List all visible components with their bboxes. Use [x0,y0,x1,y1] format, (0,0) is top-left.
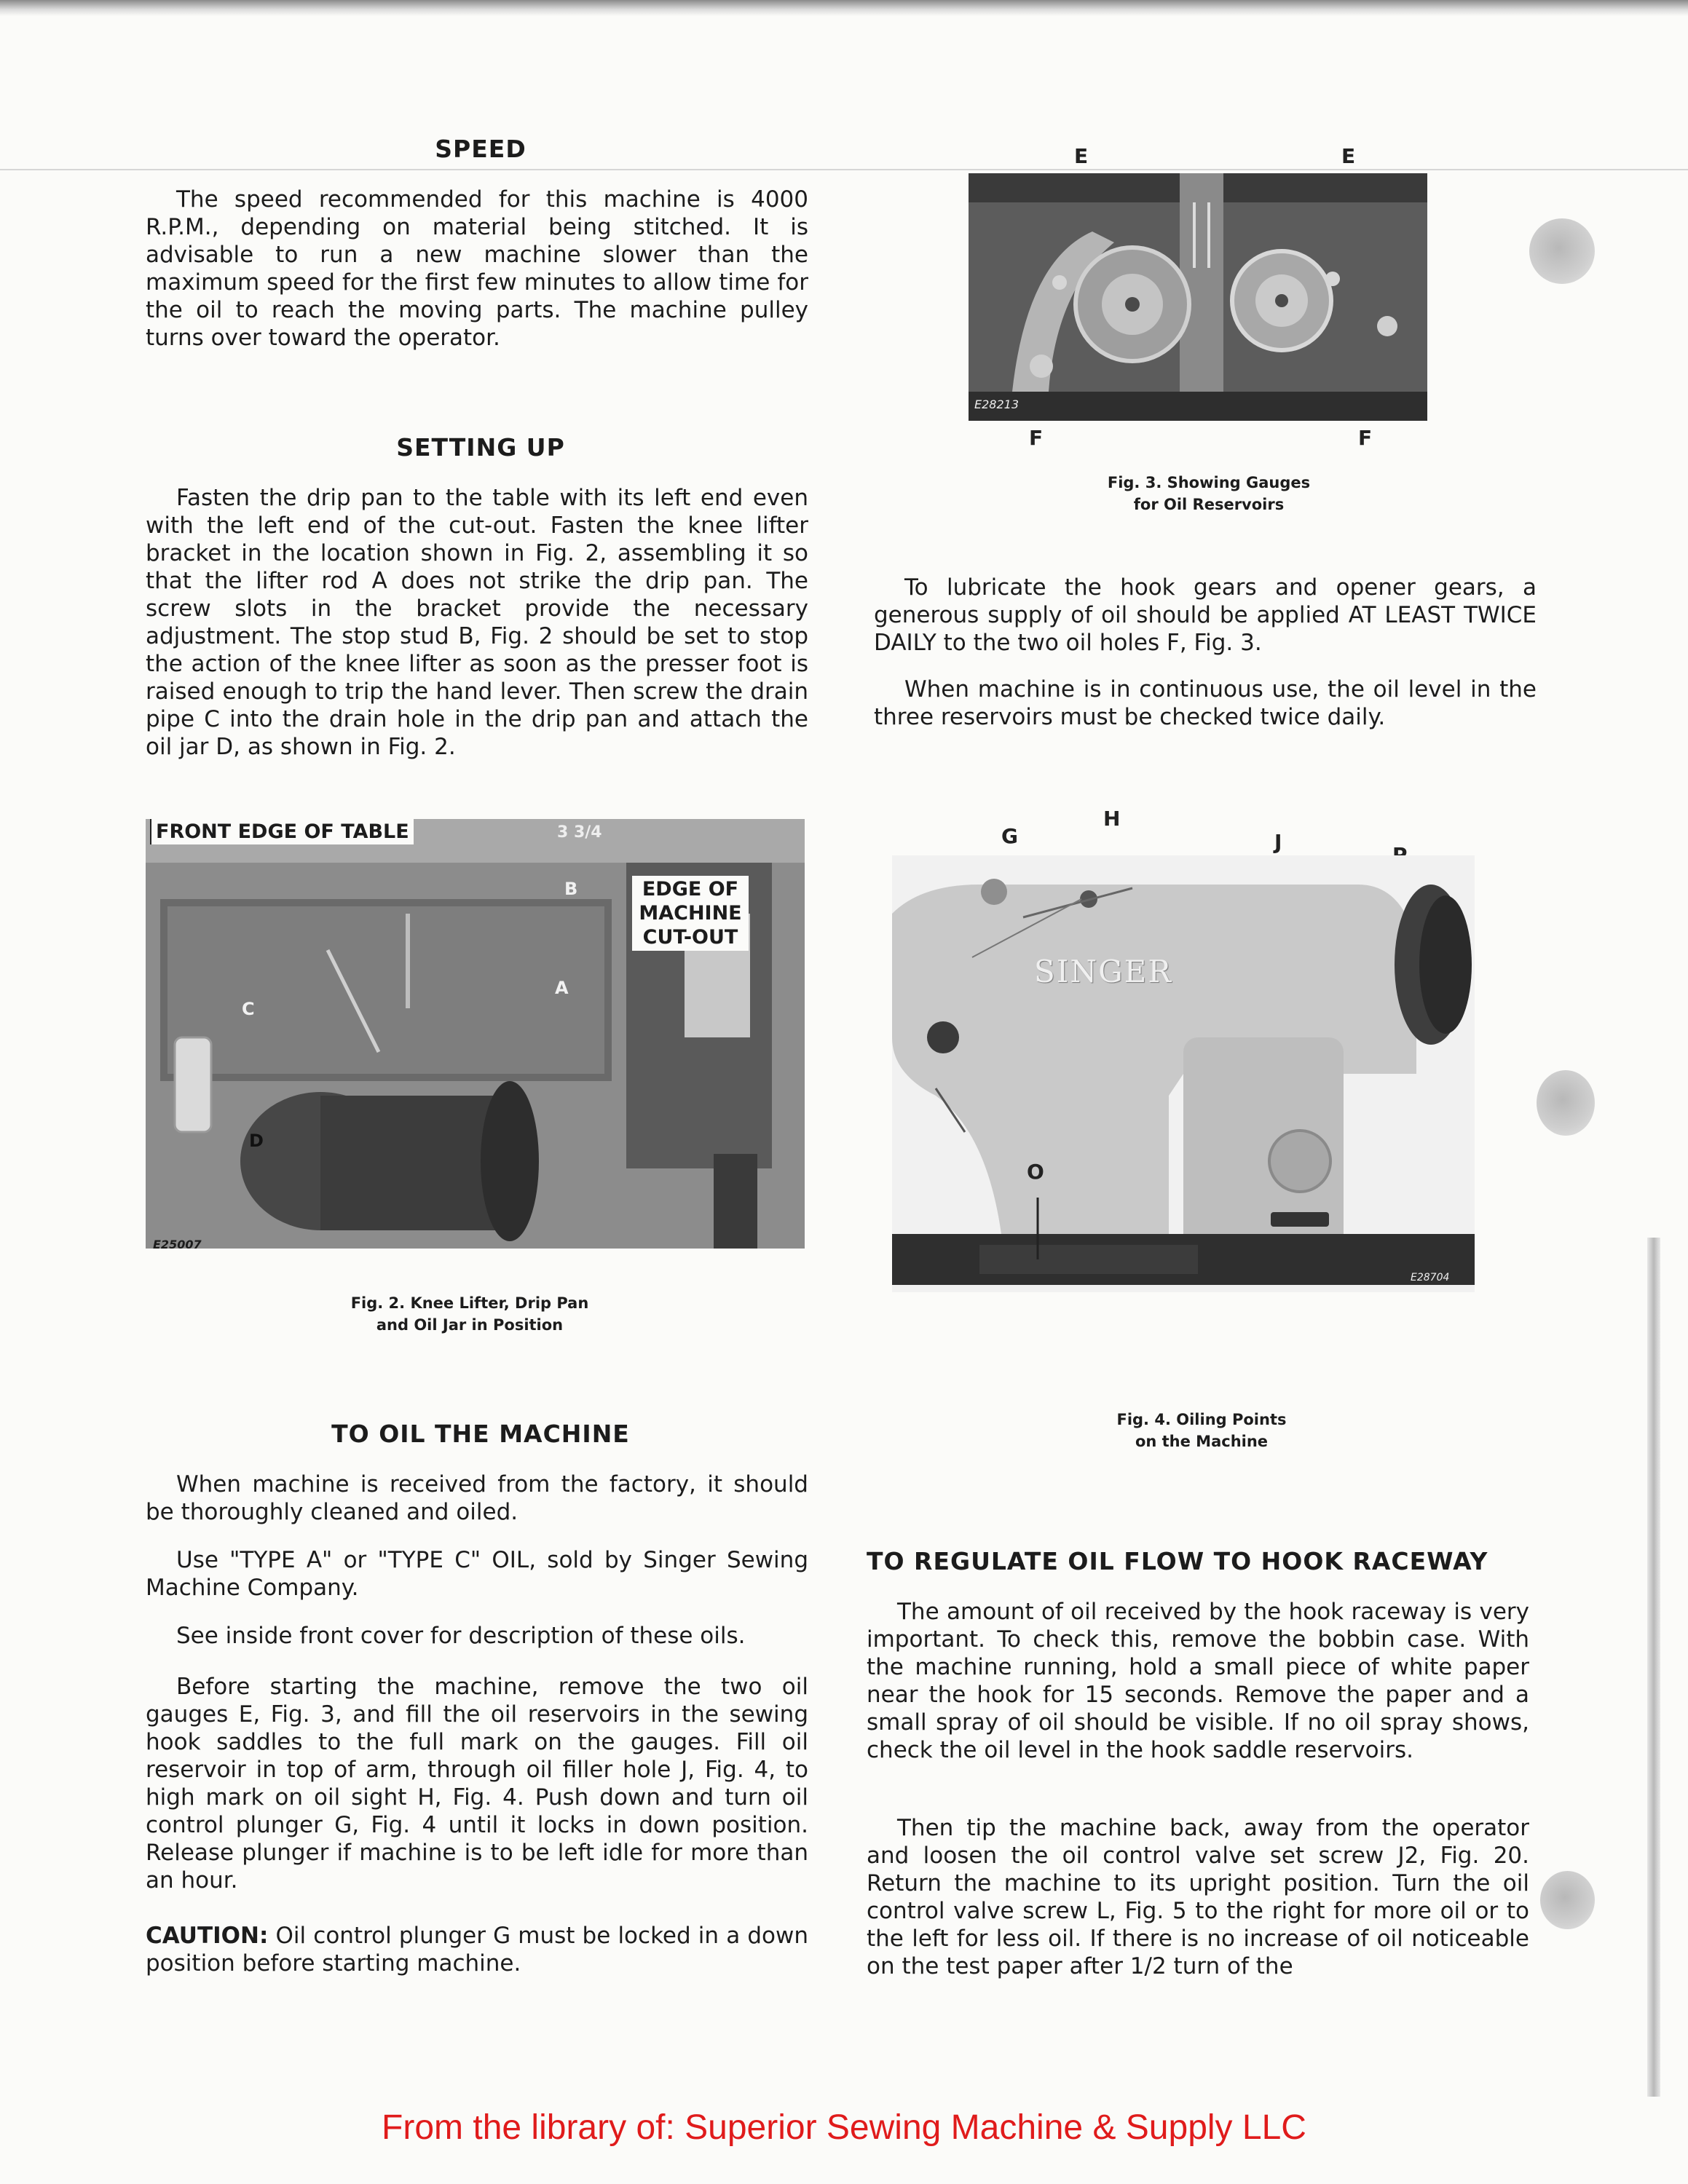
fig2-caption-line1: Fig. 2. Knee Lifter, Drip Pan [350,1294,589,1312]
lubricate-paragraph-2: When machine is in continuous use, the oil level in the three reservoirs must be checked twice daily. [874,676,1537,730]
fig2-front-edge-label: FRONT EDGE OF TABLE [150,819,414,844]
stain-1 [1529,218,1595,284]
fig2-label-d: D [249,1131,264,1151]
fig3-code: E28213 [974,397,1019,411]
fig2-caption [306,1292,634,1336]
fig2-caption-line2: and Oil Jar in Position [376,1316,564,1334]
fig3-caption-line1: Fig. 3. Showing Gauges [1107,474,1311,491]
fig4-label-h: H [1103,807,1121,831]
speed-paragraph: The speed recommended for this machine is 4000 R.P.M., depending on material being stitched. It is advisable to run a new machine slower than the maximum speed for the first few minutes to allow time for the oil to reach the moving parts. The machine pulley turns over toward the operator. [146,186,808,351]
fig4-caption-line1: Fig. 4. Oiling Points [1116,1411,1287,1428]
regulate-paragraph-2: Then tip the machine back, away from the operator and loosen the oil control valve set screw J2, Fig. 20. Return the machine to its upright position. Turn the oil control valve screw L, Fig. 5 to the right for more oil or to the left for less oil. If there is no increase of oil noticeable on the test paper after 1/2 turn of the [867,1815,1529,1979]
fig4-photo [892,855,1475,1292]
header-rule [0,169,1688,170]
fig2-code: E25007 [153,1238,202,1251]
setting-up-heading: SETTING UP [396,433,565,462]
fig2-dimension-label: 3 3/4 [557,823,602,842]
to-oil-paragraph-4: Before starting the machine, remove the two oil gauges E, Fig. 3, and fill the oil reservoirs in the sewing hook saddles to the full mark on the gauges. Fill oil reservoir in top of arm, through oil filler hole J, Fig. 4, to high mark on oil sight H, Fig. 4. Push down and turn oil control plunger G, Fig. 4 until it locks in down position. Release plunger if machine is to be left idle for more than an hour. [146,1674,808,1894]
fig3-label-e-left: E [1074,144,1089,168]
fig2-label-c: C [242,999,255,1019]
library-footer: From the library of: Superior Sewing Machine & Supply LLC [382,2108,1306,2147]
fig3-label-e-right: E [1341,144,1356,168]
to-oil-paragraph-3: See inside front cover for description of these oils. [176,1623,746,1649]
fig4-label-g: G [1001,824,1018,848]
fig2-label-b: B [564,879,578,899]
fig2-edge-label-line1: EDGE OF [642,878,739,901]
fig3-illustration [969,173,1427,421]
regulate-heading: TO REGULATE OIL FLOW TO HOOK RACEWAY [867,1547,1488,1575]
regulate-paragraph-1: The amount of oil received by the hook raceway is very important. To check this, remove the bobbin case. With the machine running, hold a small piece of white paper near the hook for 15 seconds. Remove the paper and a small spray of oil should be visible. If no oil spray shows, check the oil level in the hook saddle reservoirs. [867,1599,1529,1763]
fig4-code: E28704 [1411,1272,1450,1283]
fig2-edge-label-box [632,876,749,951]
lubricate-paragraph-1: To lubricate the hook gears and opener gears, a generous supply of oil should be applied AT LEAST TWICE DAILY to the two oil holes F, Fig. 3. [874,574,1537,656]
fig3-caption-line2: for Oil Reservoirs [1133,496,1285,513]
right-margin-shadow [1647,1238,1660,2097]
caution-text: Oil control plunger G must be locked in a down position before starting machine. [146,1923,808,1977]
caution-paragraph [146,1922,808,1977]
fig4-illustration [892,855,1475,1292]
fig4-label-o: O [1027,1160,1044,1184]
fig3-caption [1056,472,1362,515]
caution-label: CAUTION: [146,1923,269,1949]
fig3-photo [969,173,1427,421]
setting-up-paragraph: Fasten the drip pan to the table with its left end even with the left end of the cut-out. Fasten the knee lifter bracket in the location shown in Fig. 2, assembling it so that the lifter rod A does not strike the drip pan. The screw slots in the bracket provide the necessary adjustment. The stop stud B, Fig. 2 should be set to stop the action of the knee lifter as soon as the presser foot is raised enough to trip the hand lever. Then screw the drain pipe C into the drain hole in the drip pan and attach the oil jar D, as shown in Fig. 2. [146,485,808,760]
fig2-label-a: A [555,978,569,998]
fig3-label-f-left: F [1029,426,1044,450]
fig2-edge-label-line2: MACHINE [639,902,742,925]
fig2-photo [146,819,805,1249]
fig4-brand-text: SINGER [1034,954,1172,989]
fig4-label-j: J [1274,830,1282,854]
stain-3 [1540,1871,1595,1929]
to-oil-paragraph-1: When machine is received from the factory, it should be thoroughly cleaned and oiled. [146,1471,808,1525]
page-top-edge [0,0,1688,16]
fig2-edge-label-line3: CUT-OUT [642,926,738,949]
fig3-label-f-right: F [1358,426,1373,450]
to-oil-heading: TO OIL THE MACHINE [331,1420,630,1448]
stain-2 [1537,1070,1595,1136]
speed-heading: SPEED [435,135,526,163]
fig4-caption [1049,1409,1354,1452]
fig4-caption-line2: on the Machine [1135,1433,1269,1450]
to-oil-paragraph-2: Use "TYPE A" or "TYPE C" OIL, sold by Singer Sewing Machine Company. [146,1547,808,1601]
